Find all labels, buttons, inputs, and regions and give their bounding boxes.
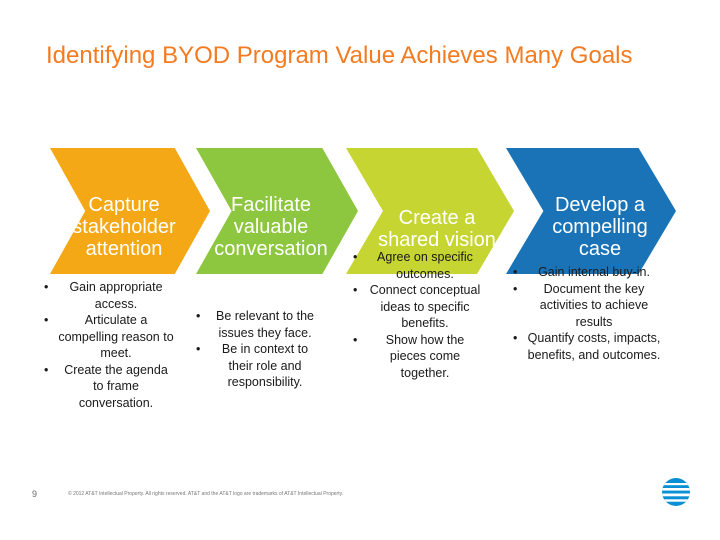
bullet-item: • Show how the pieces come together. [353,332,483,382]
slide-title: Identifying BYOD Program Value Achieves Many Goals [46,42,633,69]
bullet-item: • Be in context to their role and responsibility. [196,341,320,391]
chevron-title-capture [44,194,204,260]
bullet-item: • Gain internal buy-in. [513,264,661,281]
bullet-item: • Articulate a compelling reason to meet. [44,312,174,362]
chevron-title-line: Facilitate [230,194,312,216]
bullet-item: • Document the key activities to achieve results [513,281,661,331]
chevron-title-line: attention [85,238,163,260]
chevron-title-develop [520,194,680,260]
bullet-item: • Be relevant to the issues they face. [196,308,320,341]
chevron-title-line: Develop a [554,194,646,216]
bullet-item: • Connect conceptual ideas to specific benefits. [353,282,483,332]
chevron-title-line: compelling [552,216,648,238]
copyright-note: © 2012 AT&T Intellectual Property. All rights reserved. AT&T and the AT&T logo are trademarks of AT&T Intellectual Property. [68,491,344,497]
chevron-title-line: case [578,238,622,260]
bullet-item: • Agree on specific outcomes. [353,249,483,282]
bullets-facilitate [196,308,320,391]
chevron-title-line: Create a [398,207,476,229]
chevron-title-create [362,207,512,251]
bullets-create [353,249,483,381]
page-number: 9 [32,489,38,499]
bullets-develop [513,264,661,363]
chevron-title-line: Capture [88,194,160,216]
chevron-title-facilitate [196,194,346,260]
bullets-capture [44,279,174,411]
chevron-title-line: stakeholder [72,216,176,238]
bullet-item: • Create the agenda to frame conversation. [44,362,174,412]
bullet-item: • Gain appropriate access. [44,279,174,312]
bullet-item: • Quantify costs, impacts, benefits, and outcomes. [513,330,661,363]
chevron-title-line: valuable [233,216,309,238]
chevron-title-line: conversation [214,238,328,260]
chevron-title-line: shared vision [378,229,496,251]
att-globe-logo-icon [661,477,691,507]
